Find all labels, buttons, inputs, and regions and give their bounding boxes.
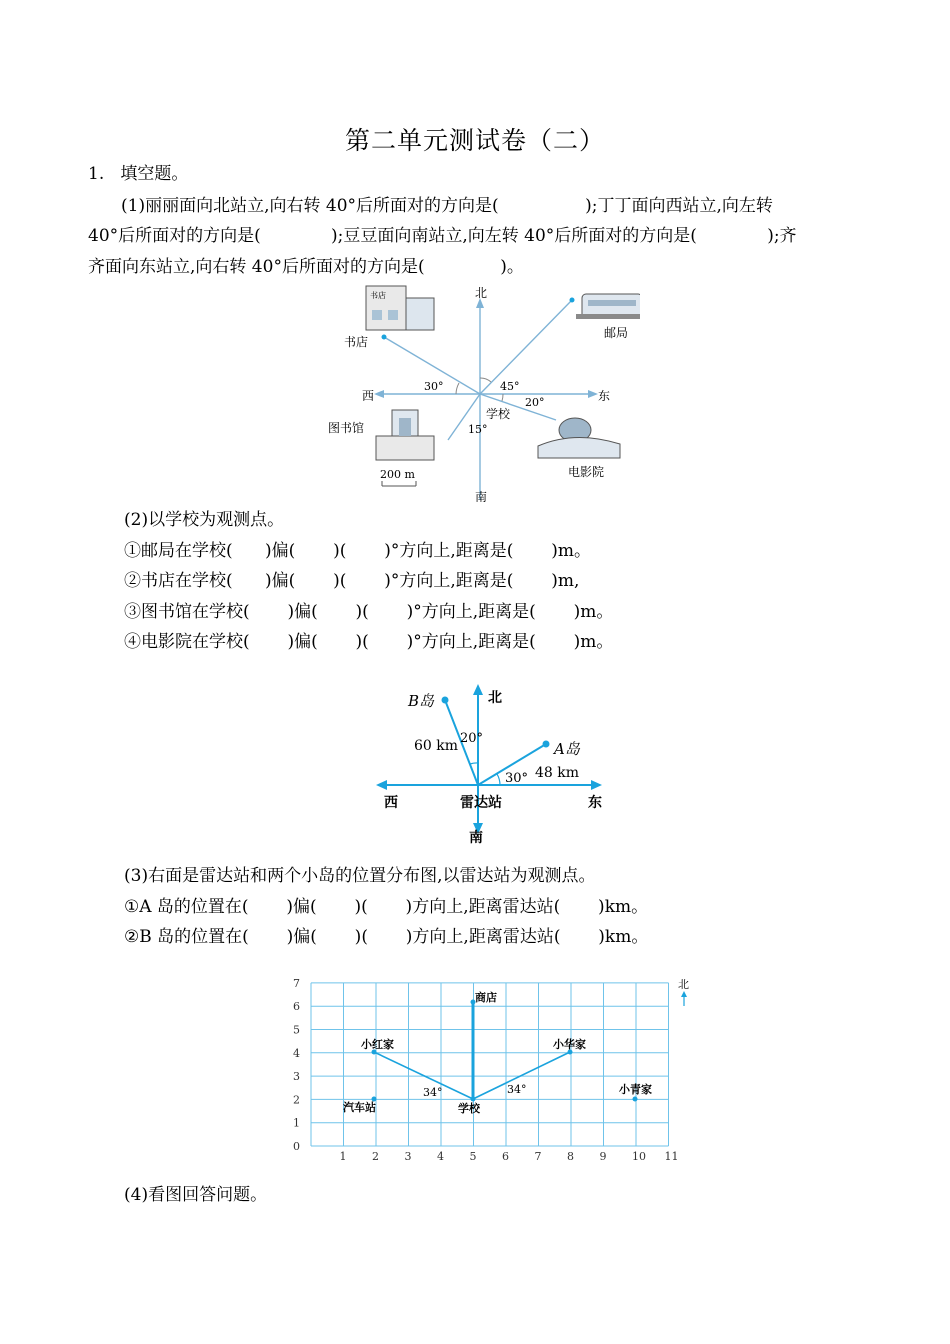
post-office-dot xyxy=(570,298,575,303)
radar-east: 东 xyxy=(588,795,602,811)
angle-b: 20° xyxy=(460,731,484,746)
y-tick-label: 0 xyxy=(293,1140,300,1153)
label-bookstore: 书店 xyxy=(344,335,369,349)
radar-north-arrow xyxy=(473,684,483,695)
x-tick-label: 2 xyxy=(372,1150,379,1163)
label-cinema: 电影院 xyxy=(568,465,605,479)
island-a-dot xyxy=(543,741,550,748)
x-tick-label: 3 xyxy=(404,1150,412,1163)
library-building xyxy=(376,410,434,460)
x-tick-label: 1 xyxy=(339,1150,347,1163)
radar-center: 雷达站 xyxy=(460,795,502,811)
q3-intro: (3)右面是雷达站和两个小岛的位置分布图,以雷达站为观测点。 xyxy=(124,866,596,886)
q2-item-2: ②书店在学校( )偏( )( )°方向上,距离是( )m, xyxy=(124,571,580,591)
island-a-label: A岛 xyxy=(554,740,580,758)
q1-line2: 40°后所面对的方向是( );豆豆面向南站立,向左转 40°后所面对的方向是( );齐 xyxy=(88,226,797,246)
xiaoqing-dot xyxy=(633,1097,638,1102)
scale-label: 200 m xyxy=(380,468,415,481)
y-tick-label: 1 xyxy=(293,1116,300,1130)
x-tick-label: 11 xyxy=(664,1150,679,1163)
post-office-building xyxy=(576,294,640,319)
section-heading: 1. 填空题。 xyxy=(88,164,189,184)
angle-right: 34° xyxy=(507,1083,527,1096)
q1-line3: 齐面向东站立,向右转 40°后所面对的方向是( )。 xyxy=(88,257,524,277)
q3-item-1: ①A 岛的位置在( )偏( )( )方向上,距离雷达站( )km。 xyxy=(124,897,649,917)
y-tick-label: 7 xyxy=(293,976,300,990)
fig1-east: 东 xyxy=(598,389,611,403)
ray-post-office xyxy=(480,300,572,394)
angle-post: 45° xyxy=(500,380,520,393)
angle-bookstore: 30° xyxy=(424,380,444,393)
radar-west: 西 xyxy=(384,795,398,811)
label-school: 学校 xyxy=(458,1102,480,1115)
grid-map xyxy=(285,972,705,1167)
q1-line1: (1)丽丽面向北站立,向右转 40°后所面对的方向是( );丁丁面向西站立,向左转 xyxy=(121,196,773,216)
y-tick-label: 3 xyxy=(293,1070,300,1084)
radar-east-arrow xyxy=(591,780,602,790)
angle-left: 34° xyxy=(423,1086,443,1099)
school-dot xyxy=(471,1097,476,1102)
angle-cinema: 20° xyxy=(525,396,545,409)
y-tick-label: 4 xyxy=(293,1046,300,1060)
radar-station-diagram xyxy=(370,678,620,853)
angle-a: 30° xyxy=(505,771,529,786)
bookstore-dot xyxy=(382,335,387,340)
x-tick-label: 6 xyxy=(502,1150,509,1163)
angle-library: 15° xyxy=(468,423,488,436)
island-b-label: B岛 xyxy=(408,692,435,710)
fig1-west: 西 xyxy=(362,389,375,403)
west-arrow xyxy=(374,390,384,398)
x-tick-label: 8 xyxy=(567,1150,574,1163)
x-tick-label: 10 xyxy=(632,1150,646,1163)
fig1-south: 南 xyxy=(475,490,488,504)
q4-intro: (4)看图回答问题。 xyxy=(124,1185,268,1205)
page-title: 第二单元测试卷（二） xyxy=(344,126,605,155)
label-library: 图书馆 xyxy=(328,421,365,435)
island-b-dot xyxy=(442,697,449,704)
label-bus: 汽车站 xyxy=(343,1101,376,1114)
y-tick-label: 2 xyxy=(293,1093,300,1107)
fig1-center: 学校 xyxy=(486,407,511,421)
cinema-building xyxy=(538,418,620,458)
x-tick-label: 9 xyxy=(599,1150,607,1163)
grid-north-label: 北 xyxy=(678,978,689,991)
q2-item-1: ①邮局在学校( )偏( )( )°方向上,距离是( )m。 xyxy=(124,541,591,561)
radar-north: 北 xyxy=(488,690,502,706)
east-arrow xyxy=(588,390,598,398)
radar-west-arrow xyxy=(376,780,387,790)
x-tick-label: 7 xyxy=(534,1150,542,1163)
dist-a: 48 km xyxy=(535,765,580,781)
label-shop: 商店 xyxy=(475,991,497,1004)
school-direction-diagram xyxy=(320,280,640,505)
radar-south: 南 xyxy=(469,830,483,846)
label-xiaohong: 小红家 xyxy=(361,1038,394,1051)
fig1-north: 北 xyxy=(475,286,488,300)
dist-b: 60 km xyxy=(414,738,459,754)
label-xiaohua: 小华家 xyxy=(553,1038,586,1051)
x-tick-label: 5 xyxy=(469,1150,477,1163)
y-tick-label: 6 xyxy=(293,1000,300,1014)
label-post-office: 邮局 xyxy=(604,326,629,340)
y-tick-label: 5 xyxy=(293,1023,300,1037)
q3-item-2: ②B 岛的位置在( )偏( )( )方向上,距离雷达站( )km。 xyxy=(124,927,649,947)
q2-intro: (2)以学校为观测点。 xyxy=(124,510,285,530)
q2-item-3: ③图书馆在学校( )偏( )( )°方向上,距离是( )m。 xyxy=(124,602,614,622)
x-tick-label: 4 xyxy=(437,1150,444,1163)
bookstore-sign: 书店 xyxy=(370,291,386,300)
label-xiaoqing: 小青家 xyxy=(619,1083,652,1096)
q2-item-4: ④电影院在学校( )偏( )( )°方向上,距离是( )m。 xyxy=(124,632,614,652)
